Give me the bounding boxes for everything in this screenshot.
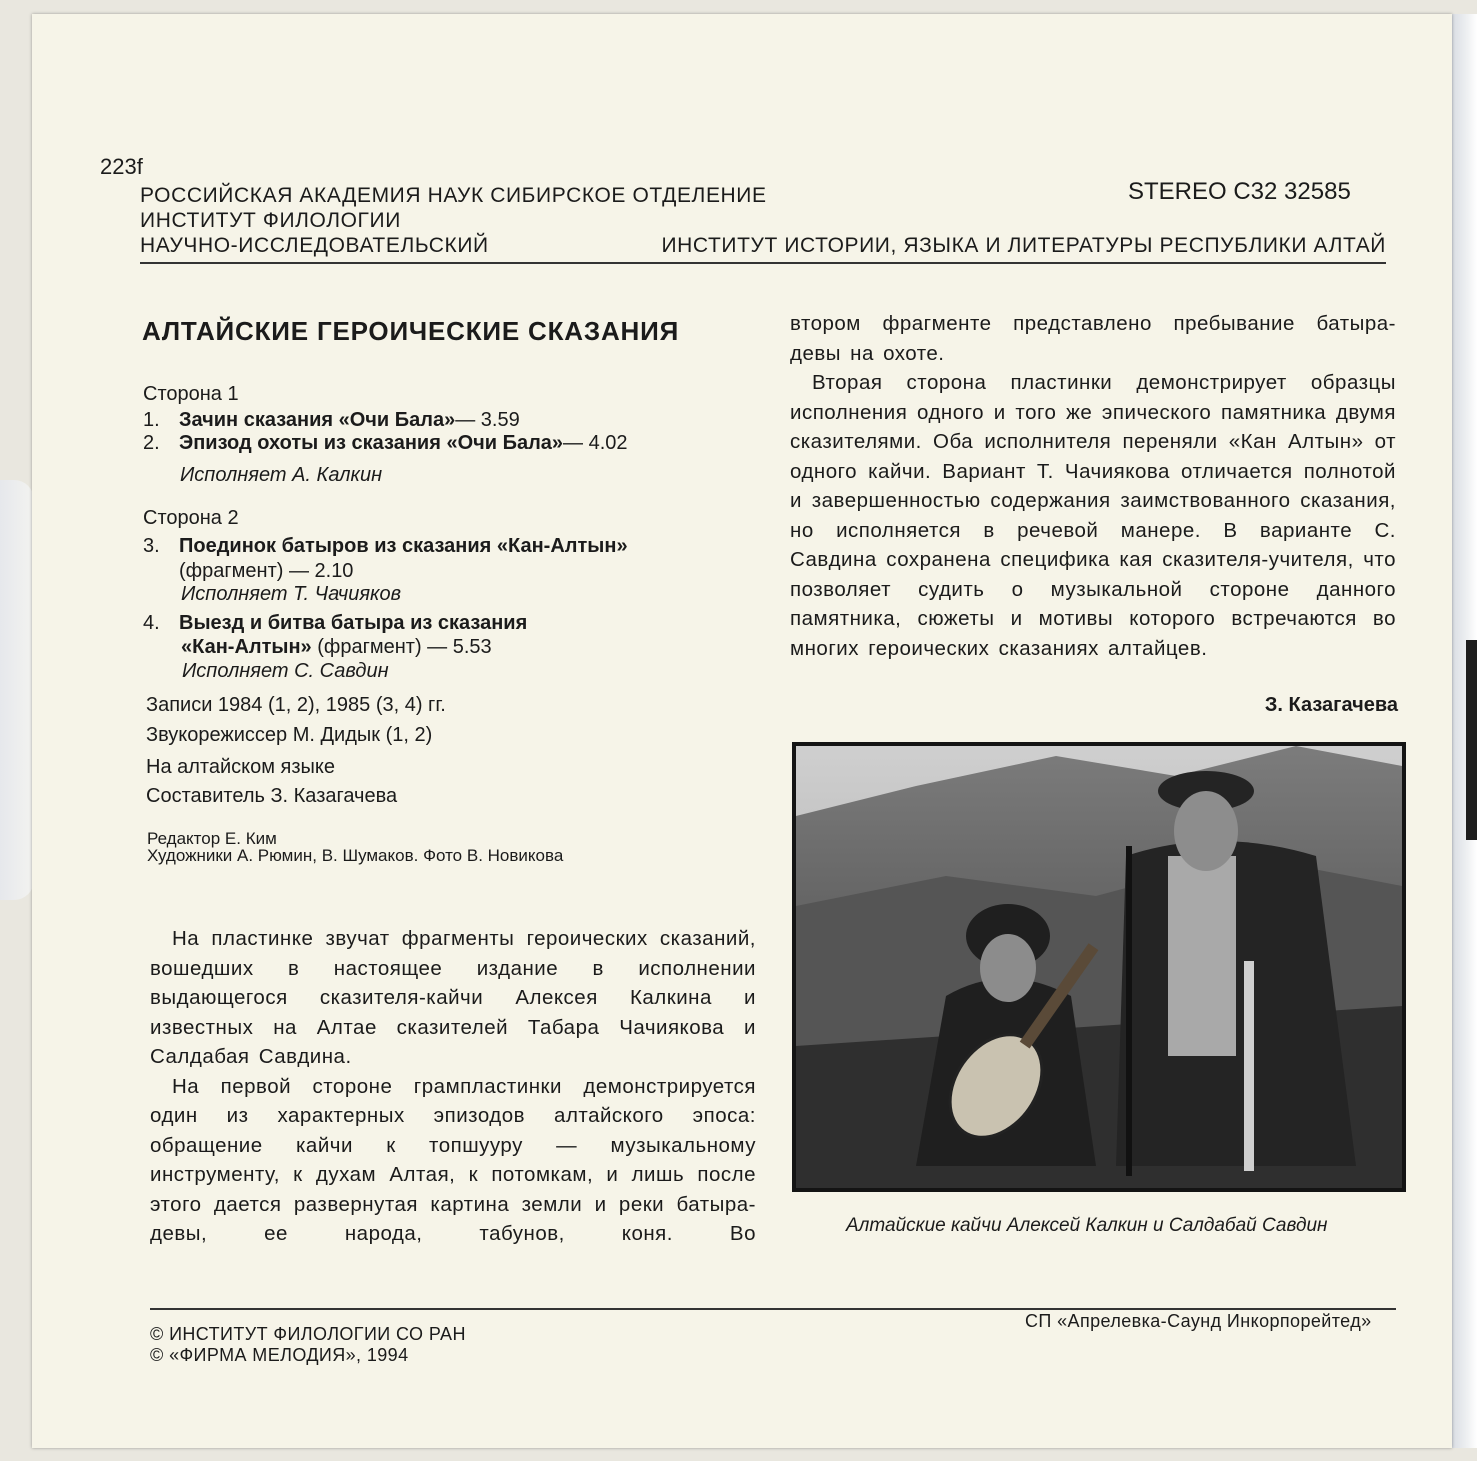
header-line-2: ИНСТИТУТ ФИЛОЛОГИИ [140, 209, 401, 232]
track-duration: — 4.02 [563, 432, 628, 454]
stereo-catalog-code: STEREO C32 32585 [1128, 178, 1351, 205]
copyright-melodiya: © «ФИРМА МЕЛОДИЯ», 1994 [150, 1345, 409, 1365]
language-note: На алтайском языке [146, 756, 336, 778]
side-1-label: Сторона 1 [143, 383, 239, 405]
track-title: Зачин сказания «Очи Бала» [179, 409, 456, 431]
notes-paragraph: Вторая сторона пластинки демонстрирует образцы исполнения одного и того же эпического памятника двумя сказителями. Оба исполнителя переняли «Кан Алтын» от одного кайчи. Вариант Т. Чачиякова отличается полнотой и завершенностью содержания заимствованного сказания, но исполняется в речевой манере. В варианте С. Савдина сохранена специфика кая сказителя-учителя, что позволяет судить о музыкальной стороне данного памятника, сюжеты и мотивы которого встречаются во многих героических сказаниях алтайцев. [790, 371, 1396, 660]
editor-credit: Редактор Е. Ким [147, 829, 277, 848]
header-line-3b: ИНСТИТУТ ИСТОРИИ, ЯЗЫКА И ЛИТЕРАТУРЫ РЕСПУБЛИКИ АЛТАЙ [661, 234, 1386, 257]
track-title-cont: «Кан-Алтын» [181, 636, 312, 658]
sleeve-tab [1466, 640, 1477, 840]
header-line-1: РОССИЙСКАЯ АКАДЕМИЯ НАУК СИБИРСКОЕ ОТДЕЛЕНИЕ [140, 184, 767, 207]
track-2 [143, 431, 628, 455]
album-title: АЛТАЙСКИЕ ГЕРОИЧЕСКИЕ СКАЗАНИЯ [142, 316, 680, 346]
compiler: Составитель З. Казагачева [146, 785, 398, 807]
header-line-3 [140, 233, 1386, 258]
track-title: Эпизод охоты из сказания «Очи Бала» [179, 432, 564, 454]
track-title: Поединок батыров из сказания «Кан-Алтын» [179, 535, 628, 557]
notes-paragraph: На первой стороне грампластинки демонстрируется один из характерных эпизодов алтайского эпоса: обращение кайчи к топшууру — музыкальному инструменту, к духам Алтая, к потомкам, и лишь после этого дается развернутая картина земли и реки батыра-девы, ее народа, табунов, коня. Во [150, 1074, 756, 1245]
track-3-duration: (фрагмент) — 2.10 [179, 560, 354, 582]
copyright-institute: © ИНСТИТУТ ФИЛОЛОГИИ СО РАН [150, 1324, 466, 1344]
notes-paragraph: втором фрагменте представлено пребывание батыра-девы на охоте. [790, 312, 1396, 365]
track-4 [143, 611, 527, 635]
performers-photo [792, 742, 1406, 1192]
photo-caption: Алтайские кайчи Алексей Калкин и Салдабай Савдин [846, 1215, 1328, 1236]
track-duration: (фрагмент) — 5.53 [311, 636, 492, 658]
side-1-performer: Исполняет А. Калкин [180, 464, 383, 486]
track-4-performer: Исполняет С. Савдин [182, 660, 389, 682]
header-line-3a: НАУЧНО-ИССЛЕДОВАТЕЛЬСКИЙ [140, 234, 489, 257]
footer-divider [150, 1308, 1396, 1310]
sound-engineer: Звукорежиссер М. Дидык (1, 2) [146, 724, 433, 746]
track-4-line-2 [181, 635, 492, 659]
notes-paragraph: На пластинке звучат фрагменты героических сказаний, вошедших в настоящее издание в исполнении выдающегося сказителя-кайчи Алексея Калкина и известных на Алтае сказителей Табара Чачиякова и Салдабая Савдина. [150, 927, 756, 1068]
side-2-label: Сторона 2 [143, 507, 239, 529]
track-duration: — 3.59 [455, 409, 520, 431]
track-3-performer: Исполняет Т. Чачияков [181, 583, 402, 605]
header-divider [140, 262, 1386, 264]
catalog-number: 223f [100, 154, 143, 179]
track-number: 4. [143, 612, 160, 634]
track-3 [143, 534, 628, 558]
artists-credit: Художники А. Рюмин, В. Шумаков. Фото В. Новикова [147, 846, 564, 865]
track-number: 3. [143, 535, 160, 557]
disc-edge-left [0, 480, 34, 900]
recording-years: Записи 1984 (1, 2), 1985 (3, 4) гг. [146, 694, 446, 716]
notes-column-2 [790, 309, 1396, 663]
track-number: 1. [143, 409, 160, 431]
photo-image [796, 746, 1402, 1188]
track-title: Выезд и битва батыра из сказания [179, 612, 528, 634]
track-1 [143, 408, 520, 432]
track-number: 2. [143, 432, 160, 454]
notes-author: З. Казагачева [1264, 694, 1398, 716]
producer: СП «Апрелевка-Саунд Инкорпорейтед» [1025, 1311, 1372, 1331]
notes-column-1 [150, 924, 756, 1249]
